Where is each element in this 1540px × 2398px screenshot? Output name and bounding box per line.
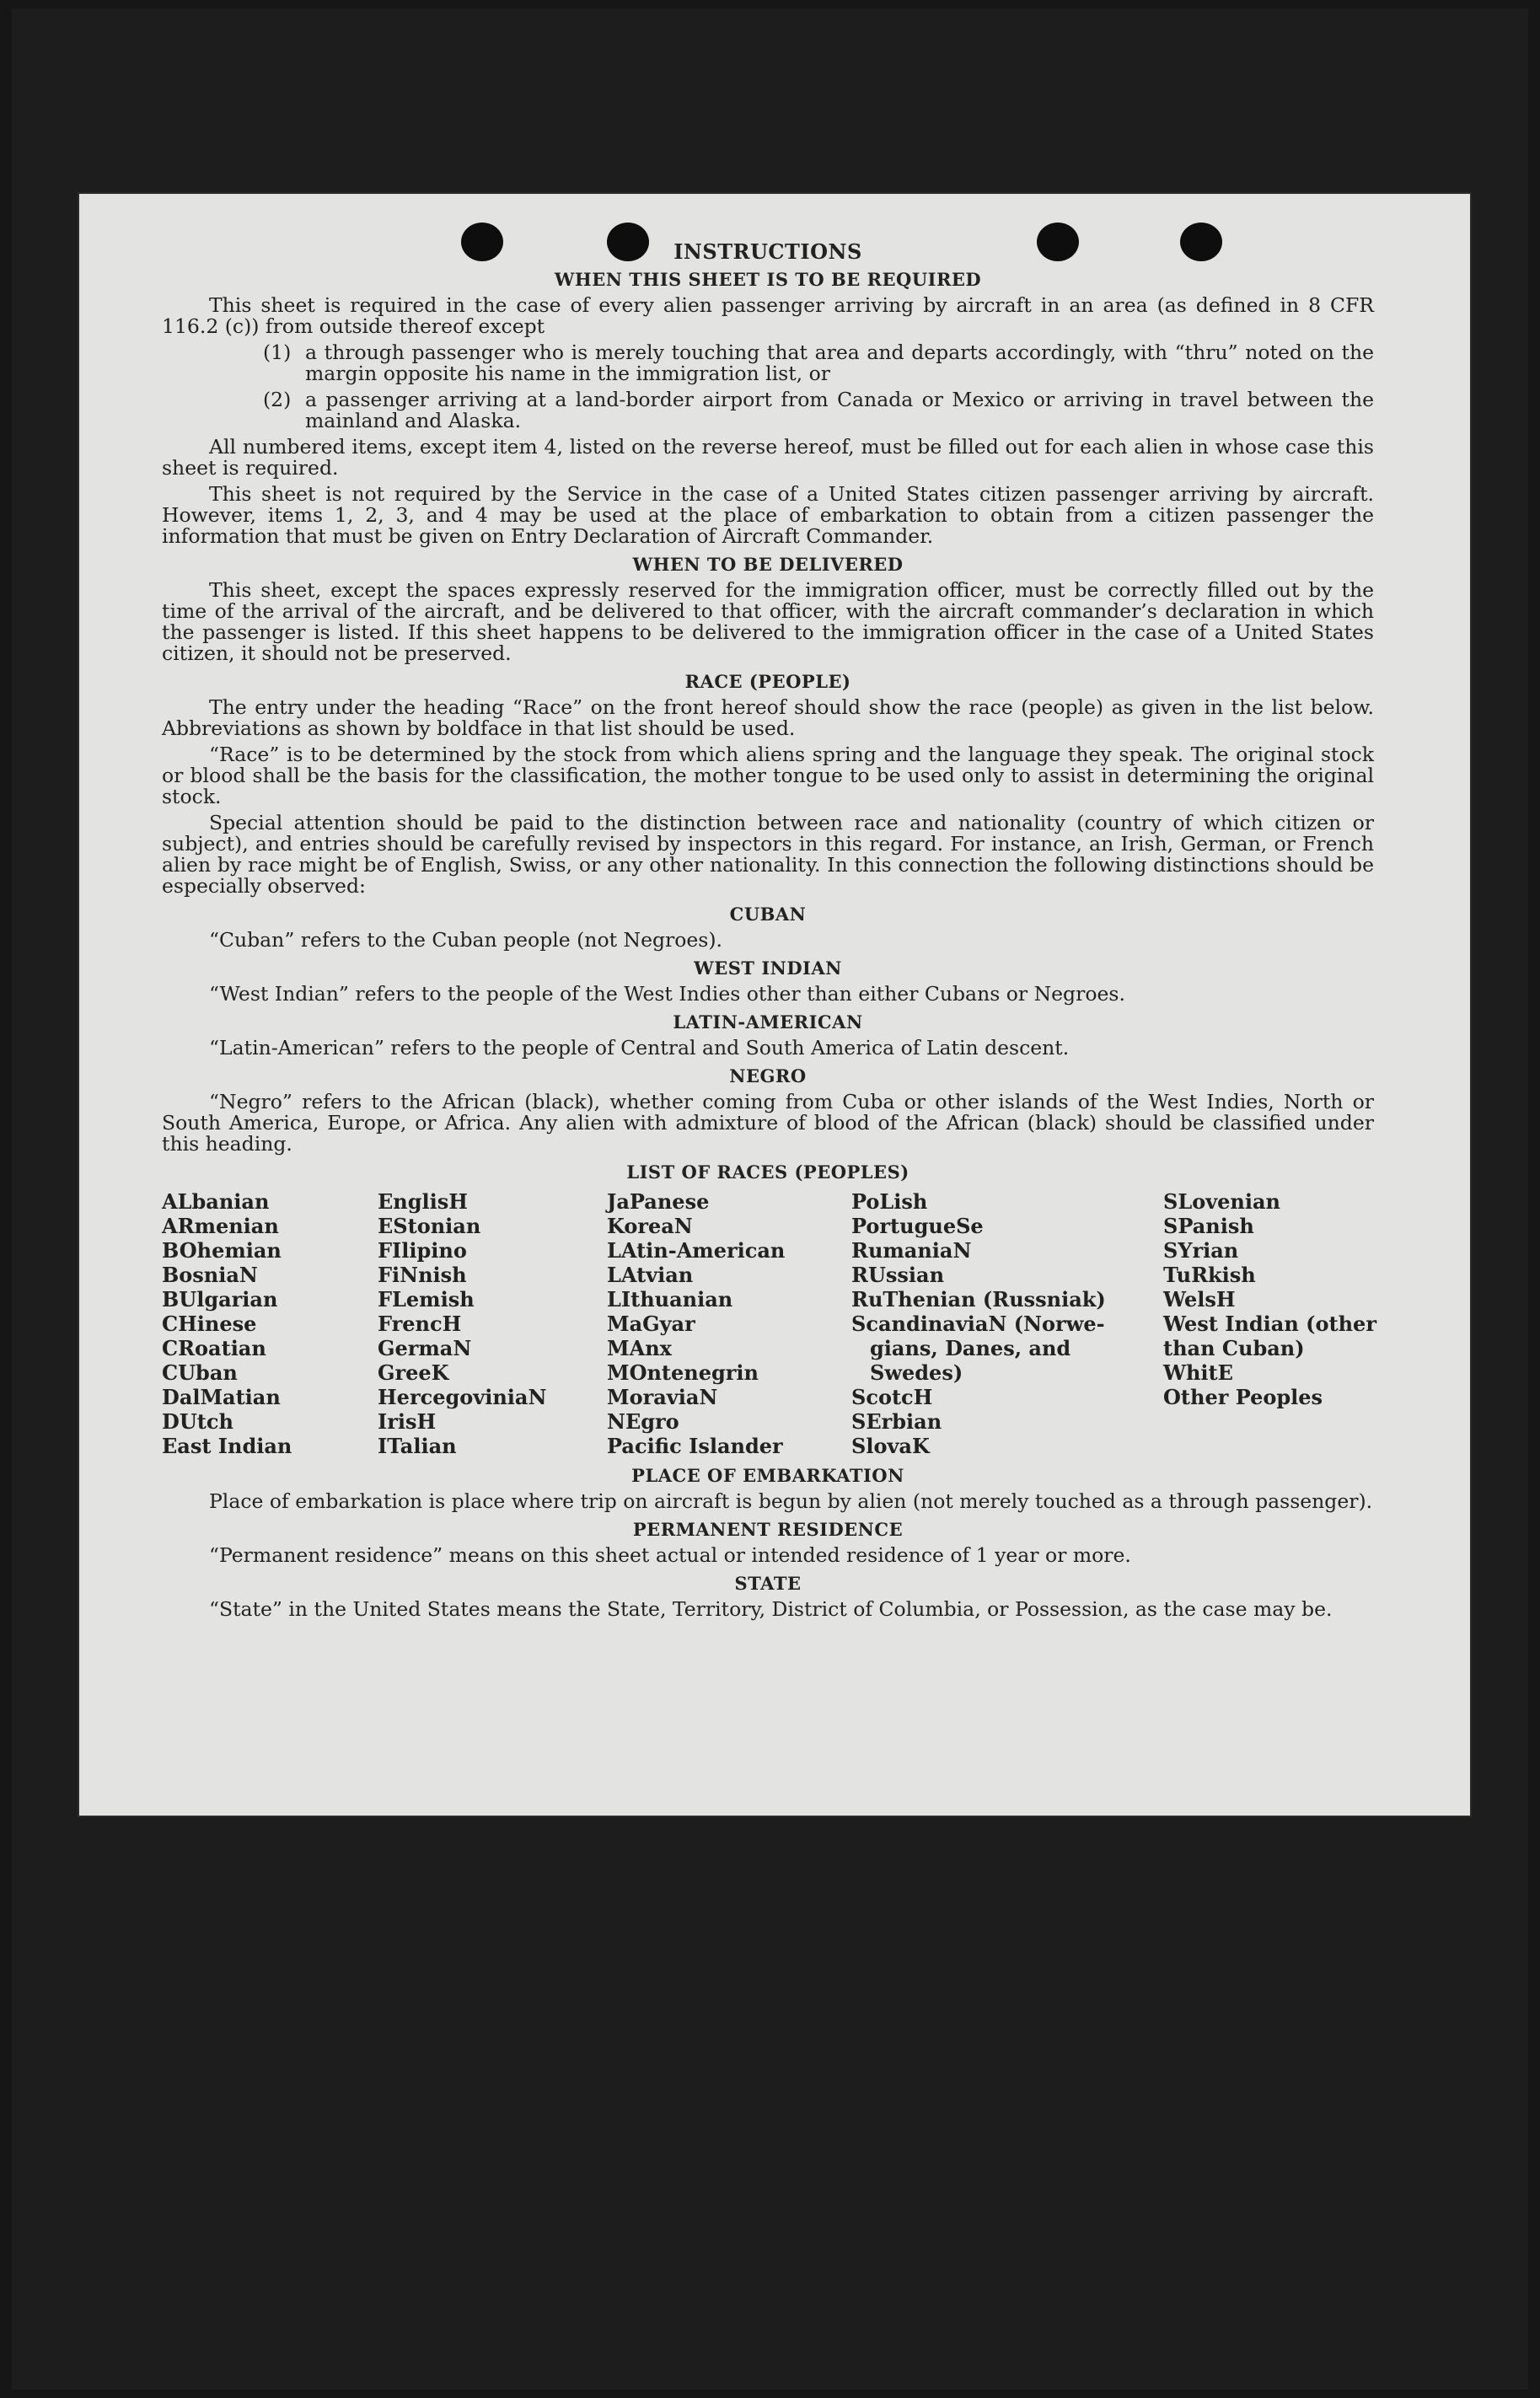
race-entry: GreeK [378, 1360, 449, 1385]
section-heading-cuban: CUBAN [729, 904, 807, 925]
race-entry: EnglisH [378, 1189, 468, 1214]
race-entry: CHinese [162, 1312, 257, 1336]
race-entry: SPanish [1163, 1214, 1254, 1238]
item-number: (1) [263, 341, 292, 364]
numbered-items-note: All numbered items, except item 4, listed on the reverse hereof, must be filled out for each alien in whose case this sheet is required. [162, 435, 1374, 480]
race-entry: GermaN [378, 1336, 472, 1360]
race-entry: ALbanian [162, 1189, 270, 1214]
item-text: a through passenger who is merely touching that area and departs accordingly, with “thru” noted on the margin opposite his name in the immigration list, or [305, 341, 1374, 385]
race-list [162, 1189, 1374, 1458]
race-entry: DalMatian [162, 1385, 281, 1409]
section-heading-embarkation: PLACE OF EMBARKATION [631, 1465, 904, 1486]
race-entry: Pacific Islander [607, 1434, 783, 1458]
section-heading-west-indian: WEST INDIAN [694, 958, 842, 979]
west-indian-definition: “West Indian” refers to the people of the West Indies other than either Cubans or Negroes. [209, 982, 1125, 1006]
race-entry: ScotcH [851, 1385, 933, 1409]
race-entry: FrencH [378, 1312, 462, 1336]
race-entry: MaGyar [607, 1312, 695, 1336]
race-entry: Other Peoples [1163, 1385, 1323, 1409]
document-page [78, 192, 1472, 1817]
race-entry: JaPanese [607, 1189, 710, 1214]
item-text: a passenger arriving at a land-border airport from Canada or Mexico or arriving in travel between the mainland and Alaska. [305, 388, 1374, 432]
race-column [162, 1189, 378, 1458]
race-entry: ITalian [378, 1434, 457, 1458]
race-entry: SlovaK [851, 1434, 930, 1458]
race-entry: LAtvian [607, 1263, 694, 1287]
race-entry: SLovenian [1163, 1189, 1280, 1214]
race-entry: RuThenian (Russniak) [851, 1287, 1106, 1312]
race-entry: MoraviaN [607, 1385, 718, 1409]
race-entry: LIthuanian [607, 1287, 733, 1312]
race-entry: West Indian (other [1163, 1312, 1376, 1336]
section-heading-residence: PERMANENT RESIDENCE [632, 1519, 904, 1540]
race-paragraph: Special attention should be paid to the distinction between race and nationality (country of which citizen or subject), and entries should be carefully revised by inspectors in this regard. For instance, an Irish, German, or French alien by race might be of English, Swiss, or any other nationality. In this connection the following distinctions should be especially observed: [162, 811, 1374, 898]
citizen-note: This sheet is not required by the Service in the case of a United States citizen passenger arriving by aircraft. However, items 1, 2, 3, and 4 may be used at the place of embarkation to obtain from a citizen passenger the information that must be given on Entry Declaration of Aircraft Commander. [162, 482, 1374, 548]
latin-american-definition: “Latin-American” refers to the people of Central and South America of Latin descent. [209, 1036, 1070, 1060]
when-delivered-text: This sheet, except the spaces expressly reserved for the immigration officer, must be correctly filled out by the time of the arrival of the aircraft, and be delivered to that officer, with the aircraft commander’s declaration in which the passenger is listed. If this sheet happens to be delivered to the immigration officer in the case of a United States citizen, it should not be preserved. [162, 578, 1374, 665]
state-definition: “State” in the United States means the State, Territory, District of Columbia, or Possession, as the case may be. [209, 1597, 1333, 1621]
race-entry: HercegoviniaN [378, 1385, 547, 1409]
embarkation-definition: Place of embarkation is place where trip on aircraft is begun by alien (not merely touched as a through passenger). [209, 1489, 1373, 1513]
section-heading-race: RACE (PEOPLE) [684, 671, 851, 692]
section-heading-state: STATE [734, 1573, 802, 1594]
race-entry: BOhemian [162, 1238, 282, 1263]
race-entry: gians, Danes, and [870, 1336, 1071, 1360]
race-entry: FLemish [378, 1287, 475, 1312]
race-entry: PortugueSe [851, 1214, 984, 1238]
race-entry: ARmenian [162, 1214, 279, 1238]
race-entry: MAnx [607, 1336, 672, 1360]
race-entry: SYrian [1163, 1238, 1239, 1263]
race-column [378, 1189, 607, 1458]
race-entry: DUtch [162, 1409, 233, 1434]
race-paragraph: The entry under the heading “Race” on the front hereof should show the race (people) as given in the list below. Abbreviations as shown by boldface in that list should be used. [162, 695, 1374, 740]
race-entry: RumaniaN [851, 1238, 972, 1263]
race-paragraph: “Race” is to be determined by the stock from which aliens spring and the language they speak. The original stock or blood shall be the basis for the classification, the mother tongue to be used only to assist in determining the original stock. [162, 743, 1374, 808]
race-entry: ScandinaviaN (Norwe- [851, 1312, 1105, 1336]
race-entry: FiNnish [378, 1263, 467, 1287]
race-entry: SErbian [851, 1409, 942, 1434]
race-entry: KoreaN [607, 1214, 693, 1238]
race-entry: LAtin-American [607, 1238, 786, 1263]
race-entry: NEgro [607, 1409, 679, 1434]
race-entry: IrisH [378, 1409, 437, 1434]
instructions-body [162, 241, 1374, 1623]
when-required-intro: This sheet is required in the case of every alien passenger arriving by aircraft in an area (as defined in 8 CFR 116.2 (c)) from outside thereof except [162, 293, 1374, 338]
race-entry: PoLish [851, 1189, 928, 1214]
race-entry: East Indian [162, 1434, 292, 1458]
item-number: (2) [263, 388, 292, 411]
race-entry: WelsH [1163, 1287, 1236, 1312]
race-entry: FIlipino [378, 1238, 467, 1263]
section-heading-when-required: WHEN THIS SHEET IS TO BE REQUIRED [554, 269, 982, 290]
race-entry: CUban [162, 1360, 238, 1385]
page-title: INSTRUCTIONS [673, 239, 862, 264]
race-column [607, 1189, 851, 1458]
section-heading-negro: NEGRO [729, 1065, 807, 1086]
cuban-definition: “Cuban” refers to the Cuban people (not Negroes). [209, 928, 723, 952]
race-entry: CRoatian [162, 1336, 266, 1360]
race-entry: MOntenegrin [607, 1360, 759, 1385]
residence-definition: “Permanent residence” means on this sheet actual or intended residence of 1 year or more. [209, 1543, 1131, 1567]
race-entry: WhitE [1163, 1360, 1233, 1385]
race-column [851, 1189, 1163, 1458]
race-entry: EStonian [378, 1214, 481, 1238]
exception-item [162, 342, 1374, 384]
race-entry: RUssian [851, 1263, 945, 1287]
negro-definition: “Negro” refers to the African (black), whether coming from Cuba or other islands of the West Indies, North or South America, Europe, or Africa. Any alien with admixture of blood of the African (black) should be classified under this heading. [162, 1090, 1374, 1156]
exception-item [162, 389, 1374, 432]
race-entry: TuRkish [1163, 1263, 1256, 1287]
race-entry: than Cuban) [1163, 1336, 1305, 1360]
race-entry: BosniaN [162, 1263, 258, 1287]
race-column [1163, 1189, 1382, 1458]
section-heading-when-delivered: WHEN TO BE DELIVERED [632, 554, 904, 575]
race-entry: BUlgarian [162, 1287, 278, 1312]
race-entry: Swedes) [870, 1360, 963, 1385]
section-heading-latin-american: LATIN-AMERICAN [673, 1011, 863, 1033]
section-heading-list-of-races: LIST OF RACES (PEOPLES) [626, 1161, 910, 1183]
